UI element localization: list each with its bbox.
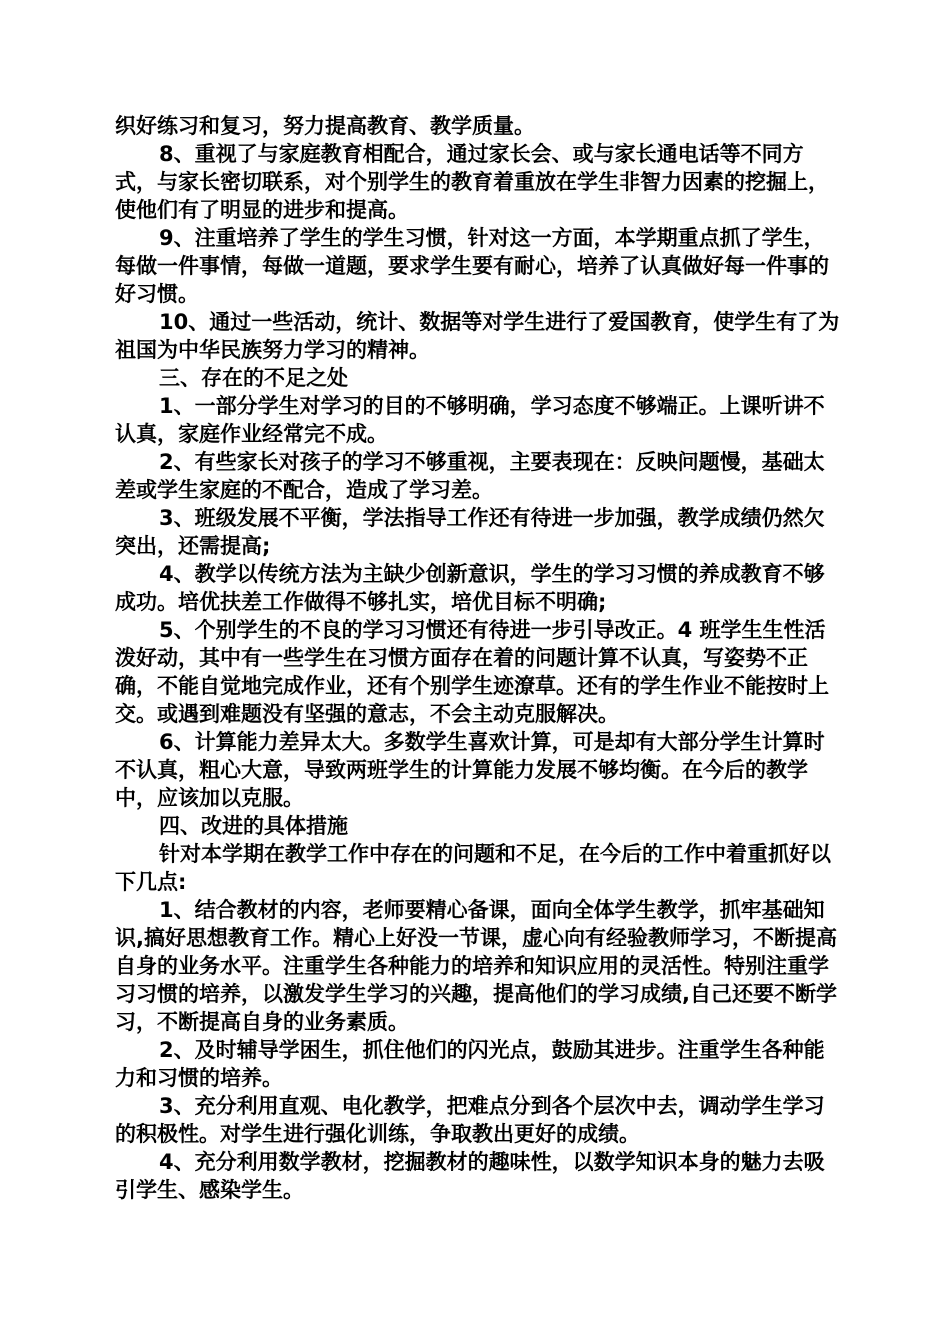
paragraph-continuation: 织好练习和复习，努力提高教育、教学质量。 bbox=[115, 114, 535, 138]
paragraph-item-10: 10、通过一些活动，统计、数据等对学生进行了爱国教育，使学生有了为祖国为中华民族努力学习的精神。 bbox=[115, 310, 840, 362]
paragraph-measure-3: 3、充分利用直观、电化教学，把难点分到各个层次中去，调动学生学习的积极性。对学生进行强化训练，争取教出更好的成绩。 bbox=[115, 1094, 825, 1146]
paragraph-measure-1: 1、结合教材的内容，老师要精心备课，面向全体学生教学，抓牢基础知识,搞好思想教育工作。精心上好没一节课，虚心向有经验教师学习，不断提高自身的业务水平。注重学生各种能力的培养和知识应用的灵活性。特别注重学习习惯的培养，以激发学生学习的兴趣，提高他们的学习成绩,自己还要不断学习，不断提高自身的业务素质。 bbox=[115, 898, 837, 1034]
paragraph-item-8: 8、重视了与家庭教育相配合，通过家长会、或与家长通电话等不同方式，与家长密切联系，对个别学生的教育着重放在学生非智力因素的挖掘上，使他们有了明显的进步和提高。 bbox=[115, 142, 829, 222]
paragraph-shortcoming-5: 5、个别学生的不良的学习习惯还有待进一步引导改正。4 班学生生性活泼好动，其中有一些学生在习惯方面存在着的问题计算不认真，写姿势不正确，不能自觉地完成作业，还有个别学生迹潦草。还有的学生作业不能按时上交。或遇到难题没有坚强的意志，不会主动克服解决。 bbox=[115, 618, 829, 726]
paragraph-shortcoming-4: 4、教学以传统方法为主缺少创新意识，学生的学习习惯的养成教育不够成功。培优扶差工作做得不够扎实，培优目标不明确; bbox=[115, 562, 825, 614]
paragraph-measures-intro: 针对本学期在教学工作中存在的问题和不足，在今后的工作中着重抓好以下几点: bbox=[115, 842, 831, 894]
paragraph-shortcoming-2: 2、有些家长对孩子的学习不够重视，主要表现在：反映问题慢，基础太差或学生家庭的不配合，造成了学习差。 bbox=[115, 450, 825, 502]
paragraph-item-9: 9、注重培养了学生的学生习惯，针对这一方面，本学期重点抓了学生，每做一件事情，每做一道题，要求学生要有耐心，培养了认真做好每一件事的好习惯。 bbox=[115, 226, 829, 306]
paragraph-shortcoming-3: 3、班级发展不平衡，学法指导工作还有待进一步加强，教学成绩仍然欠突出，还需提高; bbox=[115, 506, 825, 558]
paragraph-measure-2: 2、及时辅导学困生，抓住他们的闪光点，鼓励其进步。注重学生各种能力和习惯的培养。 bbox=[115, 1038, 825, 1090]
paragraph-shortcoming-6: 6、计算能力差异太大。多数学生喜欢计算，可是却有大部分学生计算时不认真，粗心大意，导致两班学生的计算能力发展不够均衡。在今后的教学中，应该加以克服。 bbox=[115, 730, 825, 810]
section-heading-shortcomings: 三、存在的不足之处 bbox=[159, 366, 348, 390]
document-body bbox=[115, 112, 845, 1204]
section-heading-measures: 四、改进的具体措施 bbox=[159, 814, 348, 838]
paragraph-shortcoming-1: 1、一部分学生对学习的目的不够明确，学习态度不够端正。上课听讲不认真，家庭作业经常完不成。 bbox=[115, 394, 825, 446]
paragraph-measure-4: 4、充分利用数学教材，挖掘教材的趣味性，以数学知识本身的魅力去吸引学生、感染学生。 bbox=[115, 1150, 825, 1202]
